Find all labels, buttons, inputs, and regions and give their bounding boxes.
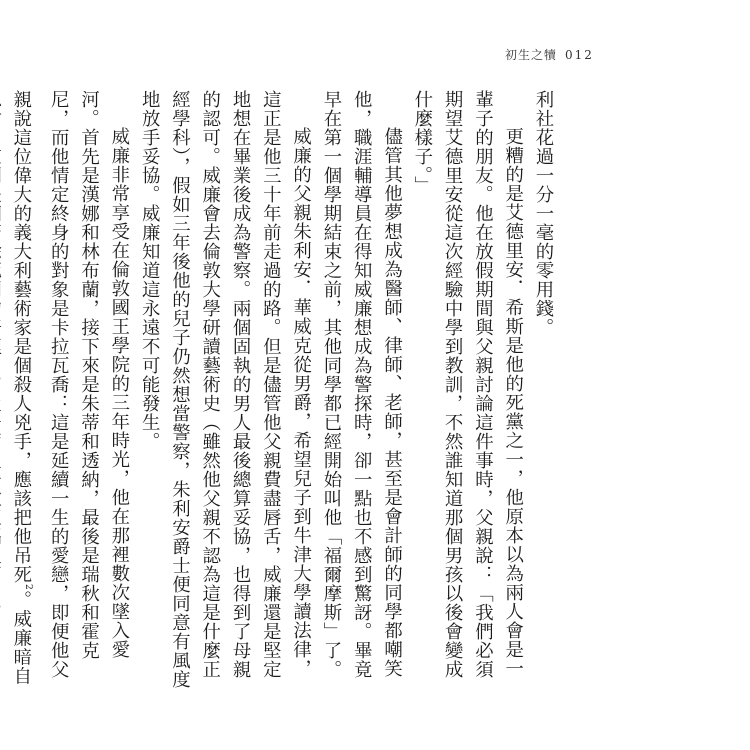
footnote-marker: 2 (22, 584, 33, 591)
running-header (505, 46, 594, 63)
paragraph-kings-college (0, 90, 134, 695)
page-number: 012 (565, 48, 594, 62)
paragraph-career-advisor: 儘管其他夢想成為醫師、律師、老師，甚至是會計師的同學都嘲笑他，職涯輔導員在得知威廉想成為警探時，卻一點也不感到驚訝。畢竟早在第一個學期結束之前，其他同學都已經開始叫他「福爾摩斯」了。 (320, 90, 403, 679)
paragraph-kings-college-tail: 。威廉暗自 (10, 590, 32, 686)
book-title: 初生之犢 (505, 48, 558, 62)
paragraph-adrian: 更糟的是艾德里安．希斯是他的死黨之一，他原本以為兩人會是一輩子的朋友。他在放假期間與父親討論這件事時，父親說：「我們必須期望艾德里安從這次經驗中學到教訓，不然誰知道那個男孩以後會變成什麼樣子。」 (411, 90, 524, 679)
vertical-body-text (0, 90, 558, 695)
paragraph-father: 威廉的父親朱利安．華威克從男爵，希望兒子到牛津大學讀法律，這正是他三十年前走過的路。但是儘管他父親費盡唇舌，威廉還是堅定地想在畢業後成為警察。兩個固執的男人最後總算妥協，也得到了母親的認可。威廉會去倫敦大學研讀藝術史（雖然他父親不認為這是什麼正經學科），假如三年後他的兒子仍然想當警察，朱利安爵士便同意有風度地放手妥協。威廉知道這永遠不可能發生。 (139, 90, 312, 689)
paragraph-kings-college-text: 威廉非常享受在倫敦國王學院的三年時光，他在那裡數次墜入愛河。首先是漢娜和林布蘭，接下來是朱蒂和透納，最後是瑞秋和霍克尼，而他情定終身的對象是卡拉瓦喬：這是延續一生的愛戀，即便他父親說這位偉大的義大利藝術家是個殺人兇手，應該把他吊死 (10, 90, 130, 679)
paragraph-continuation: 利社花過一分一毫的零用錢。 (533, 90, 554, 337)
